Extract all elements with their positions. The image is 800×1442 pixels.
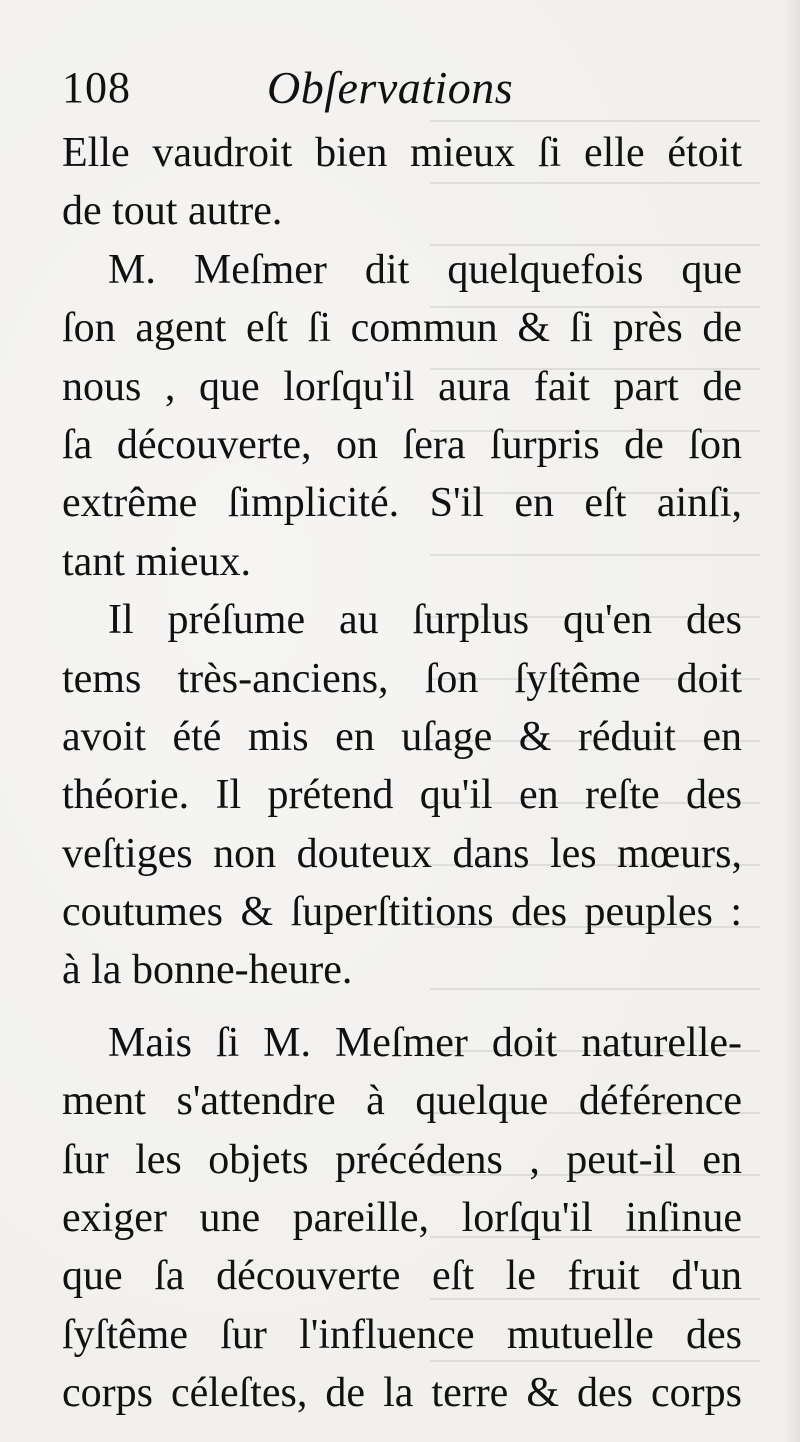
text-line: tems très-anciens, ſon ſyſtême doit <box>62 655 742 702</box>
text-line: exiger une pareille, lorſqu'il inſinue <box>62 1195 742 1242</box>
text-line: M. Meſmer dit quelquefois que <box>108 246 742 293</box>
text-line: veſtiges non douteux dans les mœurs, <box>62 830 742 877</box>
text-line: ſyſtême ſur l'influence mutuelle des <box>62 1311 742 1358</box>
body-text <box>62 124 742 1423</box>
page-edge-shadow <box>782 0 800 1442</box>
text-line: que ſa découverte eſt le fruit d'un <box>62 1253 742 1300</box>
text-line: coutumes & ſuperſtitions des peuples : <box>62 889 742 936</box>
text-line: Mais ſi M. Meſmer doit naturelle- <box>108 1019 742 1066</box>
text-line: théorie. Il prétend qu'il en reſte des <box>62 772 742 819</box>
text-line: avoit été mis en uſage & réduit en <box>62 713 742 760</box>
text-line: ment s'attendre à quelque déférence <box>62 1078 742 1125</box>
text-line: ſa découverte, on ſera ſurpris de ſon <box>62 421 742 468</box>
text-line: extrême ſimplicité. S'il en eſt ainſi, <box>62 480 742 527</box>
text-line: ſon agent eſt ſi commun & ſi près de <box>62 305 742 352</box>
text-line: Il préſume au ſurplus qu'en des <box>108 597 742 644</box>
running-title: Obſervations <box>267 62 514 113</box>
text-line: Elle vaudroit bien mieux ſi elle étoit <box>62 130 742 176</box>
page-number: 108 <box>62 63 131 112</box>
text-line: à la bonne-heure. <box>62 947 353 994</box>
page-header <box>62 58 742 118</box>
text-line: ſur les objets précédens , peut-il en <box>62 1136 742 1183</box>
text-line: tant mieux. <box>62 538 251 585</box>
text-line: corps céleſtes, de la terre & des corps <box>62 1370 742 1417</box>
text-line: nous , que lorſqu'il aura fait part de <box>62 363 742 410</box>
text-line: de tout autre. <box>62 188 283 235</box>
